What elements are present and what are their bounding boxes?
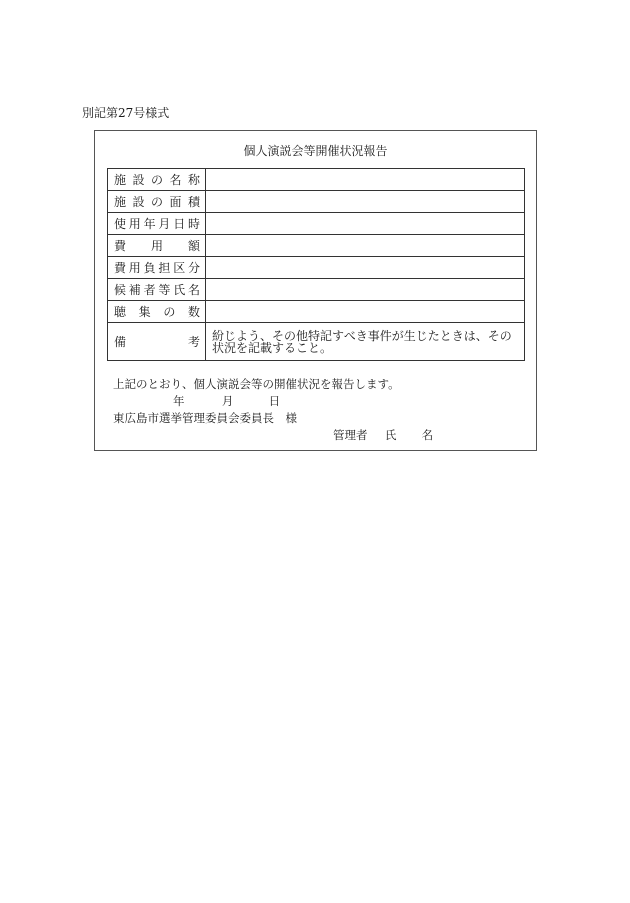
label-char: 費 xyxy=(114,239,127,253)
label-char: 分 xyxy=(187,261,200,275)
remarks-row xyxy=(108,323,525,361)
label-char: 時 xyxy=(187,217,200,231)
table-row xyxy=(108,191,525,213)
label-char: 使 xyxy=(114,217,127,231)
table-row xyxy=(108,213,525,235)
label-char: 備 xyxy=(114,335,127,349)
row-value-field[interactable] xyxy=(206,213,525,235)
row-label xyxy=(108,213,206,235)
label-char: 候 xyxy=(114,283,127,297)
report-form-frame xyxy=(94,130,537,451)
table-row xyxy=(108,279,525,301)
label-char: 用 xyxy=(128,217,141,231)
label-char: 日 xyxy=(173,217,186,231)
manager-signature-line xyxy=(333,428,433,443)
label-char: 年 xyxy=(143,217,156,231)
row-label xyxy=(108,235,206,257)
day-label: 日 xyxy=(268,394,281,408)
label-char: 用 xyxy=(128,261,141,275)
table-row xyxy=(108,169,525,191)
label-char: 額 xyxy=(187,239,200,253)
label-char: 積 xyxy=(187,195,200,209)
label-char: 負 xyxy=(143,261,156,275)
label-char: 施 xyxy=(114,173,127,187)
row-label xyxy=(108,257,206,279)
label-char: 名 xyxy=(169,173,182,187)
manager-title: 管理者 xyxy=(333,428,368,442)
label-char: 名 xyxy=(187,283,200,297)
date-line xyxy=(173,394,280,409)
name-label-second: 名 xyxy=(421,428,434,442)
month-label: 月 xyxy=(221,394,234,408)
label-char: 担 xyxy=(158,261,171,275)
label-char: 考 xyxy=(187,335,200,349)
label-char: 集 xyxy=(138,305,151,319)
report-statement: 上記のとおり、個人演説会等の開催状況を報告します。 xyxy=(113,377,400,391)
row-value-field[interactable] xyxy=(206,279,525,301)
row-label xyxy=(108,191,206,213)
label-char: 区 xyxy=(173,261,186,275)
label-char: の xyxy=(150,173,163,187)
label-char: 用 xyxy=(150,239,163,253)
year-label: 年 xyxy=(173,394,185,408)
label-char: 補 xyxy=(128,283,141,297)
label-char: 数 xyxy=(187,305,200,319)
row-value-field[interactable] xyxy=(206,257,525,279)
remarks-label xyxy=(108,323,206,361)
addressee: 東広島市選挙管理委員会委員長 様 xyxy=(113,411,297,425)
label-char: 設 xyxy=(132,173,145,187)
table-row xyxy=(108,257,525,279)
label-char: 面 xyxy=(169,195,182,209)
form-number: 別記第27号様式 xyxy=(82,106,170,120)
row-label xyxy=(108,279,206,301)
report-table xyxy=(107,168,525,361)
table-row xyxy=(108,235,525,257)
label-char: 氏 xyxy=(173,283,186,297)
row-label xyxy=(108,301,206,323)
row-value-field[interactable] xyxy=(206,191,525,213)
row-value-field[interactable] xyxy=(206,169,525,191)
label-char: 聴 xyxy=(114,305,127,319)
table-row xyxy=(108,301,525,323)
form-title: 個人演説会等開催状況報告 xyxy=(243,144,388,158)
row-value-field[interactable] xyxy=(206,235,525,257)
label-char: 設 xyxy=(132,195,145,209)
label-char: の xyxy=(150,195,163,209)
label-char: 者 xyxy=(143,283,156,297)
remarks-text: 紛じよう、その他特記すべき事件が生じたときは、その状況を記載すること。 xyxy=(206,323,525,361)
label-char: 施 xyxy=(114,195,127,209)
label-char: の xyxy=(163,305,176,319)
label-char: 月 xyxy=(158,217,171,231)
name-label-first: 氏 xyxy=(384,428,397,442)
label-char: 称 xyxy=(187,173,200,187)
label-char: 費 xyxy=(114,261,127,275)
label-char: 等 xyxy=(158,283,171,297)
row-value-field[interactable] xyxy=(206,301,525,323)
row-label xyxy=(108,169,206,191)
